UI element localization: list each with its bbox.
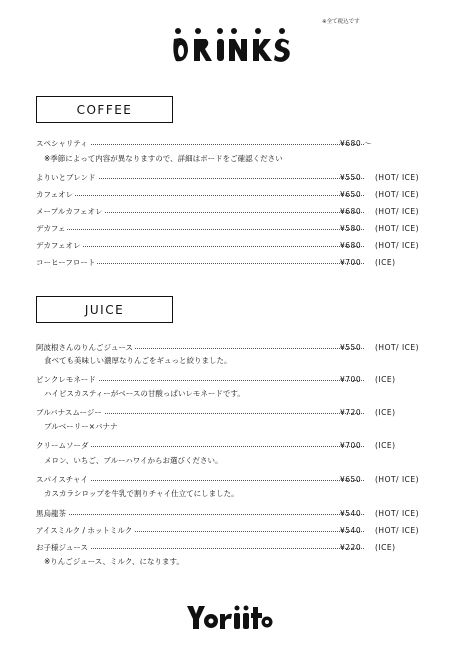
menu-item — [36, 407, 436, 419]
dot-leader — [36, 246, 364, 247]
item-price: ¥650 — [340, 475, 362, 484]
menu-item — [36, 138, 436, 150]
item-name: スパイスチャイ — [36, 475, 89, 484]
tax-note: ※全て税込です — [322, 19, 360, 25]
item-suffix: (HOT/ ICE) — [375, 224, 420, 233]
dot-leader — [36, 229, 364, 230]
item-note: 食べても美味しい濃厚なりんごをギュっと絞りました。 — [44, 356, 232, 365]
item-name: クリームソーダ — [36, 441, 89, 450]
item-suffix: (ICE) — [375, 543, 396, 552]
item-suffix: (ICE) — [375, 441, 396, 450]
menu-item — [36, 542, 436, 554]
item-name: お子様ジュース — [36, 543, 88, 552]
item-price: ¥680 〜 — [340, 139, 372, 148]
item-note: カスカラシロップを牛乳で割りチャイ仕立てにしました。 — [44, 489, 239, 498]
item-price: ¥550 — [340, 343, 362, 352]
item-price: ¥540 — [340, 509, 362, 518]
menu-item — [36, 240, 436, 252]
menu-item — [36, 474, 436, 486]
item-note: ハイビスカスティーがベースの甘酸っぱいレモネードです。 — [44, 389, 245, 398]
item-price: ¥680 — [340, 241, 362, 250]
menu-item — [36, 374, 436, 386]
item-note: ブルベーリー×バナナ — [44, 422, 118, 431]
item-suffix: (HOT/ ICE) — [375, 190, 420, 199]
item-name: デカフェ — [36, 224, 66, 233]
item-price: ¥700 — [340, 258, 362, 267]
dot-leader — [36, 514, 364, 515]
item-suffix: (ICE) — [375, 258, 396, 267]
item-suffix: (HOT/ ICE) — [375, 207, 420, 216]
item-price: ¥540 — [340, 526, 362, 535]
menu-item — [36, 440, 436, 452]
item-suffix: (HOT/ ICE) — [375, 173, 420, 182]
item-name: 阿波根さんのりんごジュース — [36, 343, 133, 352]
item-name: ピンクレモネード — [36, 375, 96, 384]
juice-section-title: JUICE — [36, 296, 173, 323]
item-price: ¥650 — [340, 190, 362, 199]
item-name: ブルバナスムージー — [36, 408, 102, 417]
menu-item — [36, 172, 436, 184]
item-name: コーヒーフロート — [36, 258, 96, 267]
drinks-logo — [168, 25, 292, 65]
menu-item — [36, 342, 436, 354]
menu-item — [36, 257, 436, 269]
item-name: メープルカフェオレ — [36, 207, 103, 216]
item-price: ¥700 — [340, 441, 362, 450]
menu-item — [36, 525, 436, 537]
item-name: デカフェオレ — [36, 241, 81, 250]
item-name: スペシャリティ — [36, 139, 88, 148]
item-price: ¥700 — [340, 375, 362, 384]
item-suffix: (HOT/ ICE) — [375, 509, 420, 518]
item-note: ※りんごジュース、ミルク、になります。 — [44, 557, 184, 566]
item-name: よりいとブレンド — [36, 173, 96, 182]
item-price: ¥680 — [340, 207, 362, 216]
item-price: ¥220 — [340, 543, 362, 552]
item-suffix: (ICE) — [375, 408, 396, 417]
coffee-section-title: COFFEE — [36, 96, 173, 123]
item-name: 黒烏龍茶 — [36, 509, 66, 518]
item-suffix: (HOT/ ICE) — [375, 343, 420, 352]
item-price: ¥720 — [340, 408, 362, 417]
item-name: アイスミルク / ホットミルク — [36, 526, 133, 535]
menu-item — [36, 508, 436, 520]
menu-item — [36, 189, 436, 201]
item-note: ※季節によって内容が異なりますので、詳細はボードをご確認ください — [44, 154, 283, 163]
item-note: メロン、いちご、ブルーハワイからお選びください。 — [44, 456, 223, 465]
item-price: ¥580 — [340, 224, 362, 233]
item-suffix: (HOT/ ICE) — [375, 475, 420, 484]
item-name: カフェオレ — [36, 190, 74, 199]
menu-item — [36, 223, 436, 235]
menu-item — [36, 206, 436, 218]
yoriito-logo — [185, 602, 273, 632]
item-price: ¥550 — [340, 173, 362, 182]
item-suffix: (ICE) — [375, 375, 396, 384]
item-suffix: (HOT/ ICE) — [375, 526, 420, 535]
item-suffix: (HOT/ ICE) — [375, 241, 420, 250]
dot-leader — [36, 195, 364, 196]
